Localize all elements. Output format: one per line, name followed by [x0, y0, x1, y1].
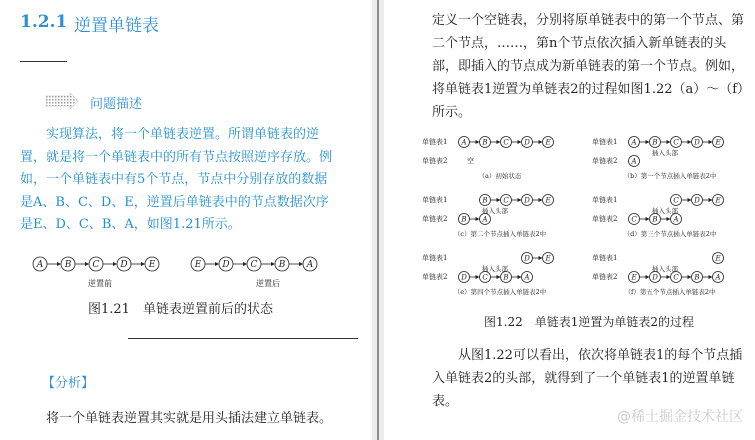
arrow-head — [57, 262, 61, 266]
node-label: A — [461, 138, 467, 147]
node-label: B — [64, 260, 72, 271]
analysis-heading: 【分析】 — [42, 376, 95, 391]
node-label: E — [631, 273, 637, 282]
arrow-head — [539, 256, 543, 260]
node-label: C — [631, 215, 637, 224]
node-label: D — [120, 260, 128, 271]
insert-label: 插入头部 — [482, 207, 508, 215]
node-label: D — [222, 260, 230, 271]
node-label: A — [715, 273, 721, 282]
insert-label: 插入头部 — [482, 265, 508, 273]
intro-paragraph — [432, 9, 751, 124]
insert-label: 插入头部 — [652, 265, 678, 273]
node-label: B — [482, 138, 488, 147]
node-label: A — [482, 215, 488, 224]
right-page — [384, 0, 755, 440]
panel-caption: （b）第一个节点插入单链表2中 — [623, 172, 717, 180]
node-label: E — [148, 260, 156, 271]
list2-label: 单链表2 — [422, 273, 448, 281]
node-label: D — [694, 196, 700, 205]
arrow-head — [476, 275, 480, 279]
list2-label: 单链表2 — [592, 273, 618, 281]
paragraph-line: 如，一个单链表中有5个节点，节点中分别存放的数据 — [20, 172, 328, 187]
node-label: E — [545, 138, 551, 147]
arrow-head — [518, 198, 522, 202]
paragraph-line: 将单链表1逆置为单链表2的过程如图1.22（a）～（f） — [432, 82, 751, 97]
node-label: D — [652, 273, 658, 282]
list1-label: 单链表1 — [592, 138, 618, 146]
node-label: C — [250, 260, 258, 271]
figure-1-22 — [422, 132, 752, 302]
panel-caption: （d）第三个节点插入单链表2中 — [623, 230, 717, 238]
paragraph-line: 部，即插入的节点成为新单链表的第一个节点。例如， — [432, 59, 745, 74]
node-label: C — [673, 138, 679, 147]
node-label: B — [694, 273, 700, 282]
arrow-head — [518, 140, 522, 144]
paragraph-line: 是A、B、C、D、E，逆置后单链表中的节点数据次序 — [20, 194, 329, 210]
node-label: C — [92, 260, 100, 271]
before-label: 逆置前 — [88, 279, 112, 288]
arrow-head — [85, 262, 89, 266]
arrow-head — [667, 217, 671, 221]
title-underline — [20, 61, 67, 62]
paragraph-line: 置，就是将一个单链表中的所有节点按照逆序存放。例 — [20, 149, 333, 165]
arrow-head — [646, 275, 650, 279]
node-label: E — [715, 254, 721, 263]
node-label: E — [545, 196, 551, 205]
figure-1-21 — [28, 250, 328, 292]
panel-caption: （e）第四个节点插入单链表2中 — [453, 288, 547, 296]
arrow-head — [539, 140, 543, 144]
arrow-head — [215, 262, 219, 266]
arrow-head — [709, 140, 713, 144]
arrow-head — [688, 198, 692, 202]
arrow-head — [688, 140, 692, 144]
list1-label: 单链表1 — [592, 196, 618, 204]
arrow-head — [497, 198, 501, 202]
node-label: C — [503, 138, 509, 147]
node-label: E — [194, 260, 202, 271]
panel-caption: （a）初始状态 — [478, 172, 522, 180]
arrow-head — [141, 262, 145, 266]
node-label: A — [631, 157, 637, 166]
node-label: D — [524, 254, 530, 263]
after-label: 逆置后 — [256, 279, 280, 288]
paragraph-line: 入单链表2的头部，就得到了一个单链表1的逆置单链 — [432, 371, 735, 386]
paragraph-line: 实现算法，将一个单链表逆置。所谓单链表的逆 — [46, 127, 320, 142]
node-label: B — [461, 215, 467, 224]
node-label: D — [694, 138, 700, 147]
list1-label: 单链表1 — [592, 254, 618, 262]
list2-label: 单链表2 — [592, 215, 618, 223]
node-label: B — [652, 215, 658, 224]
watermark: @稀土掘金技术社区 — [617, 409, 743, 425]
arrow-head — [709, 198, 713, 202]
node-label: A — [673, 215, 679, 224]
list2-label: 单链表2 — [592, 157, 618, 165]
list2-label: 单链表2 — [422, 157, 448, 165]
arrow-head — [113, 262, 117, 266]
paragraph-line: 是E、D、C、B、A，如图1.21所示。 — [20, 217, 241, 232]
paragraph-line: 定义一个空链表，分别将原单链表中的第一个节点、第 — [432, 13, 745, 28]
arrow-head — [476, 140, 480, 144]
section-number: 1.2.1 — [20, 12, 68, 32]
arrow-head — [667, 140, 671, 144]
section-title: 逆置单链表 — [74, 16, 159, 36]
node-label: D — [461, 273, 467, 282]
paragraph-line: 表。 — [432, 394, 459, 409]
node-label: A — [36, 260, 44, 271]
paragraph-line: 所示。 — [432, 105, 472, 120]
list1-label: 单链表1 — [422, 196, 448, 204]
arrow-head — [243, 262, 247, 266]
node-label: D — [524, 138, 530, 147]
paragraph-line: 二个节点，……，第n个节点依次插入新单链表的头 — [432, 36, 727, 51]
node-label: A — [306, 260, 314, 271]
footnote-rule — [128, 338, 358, 339]
paragraph-line: 从图1.22可以看出，依次将单链表1的每个节点插 — [458, 348, 743, 363]
analysis-text: 将一个单链表逆置其实就是用头插法建立单链表。 — [46, 411, 333, 426]
figure-1-21-caption: 图1.21 单链表逆置前后的状态 — [88, 302, 273, 317]
arrow-head — [667, 275, 671, 279]
insert-label: 插入头部 — [652, 207, 678, 215]
panel-caption: （c）第二个节点插入单链表2中 — [453, 230, 547, 238]
left-page — [0, 0, 372, 440]
node-label: A — [524, 273, 530, 282]
node-label: B — [503, 273, 509, 282]
arrow-head — [476, 217, 480, 221]
insert-label: 插入头部 — [652, 149, 678, 157]
node-label: E — [545, 254, 551, 263]
arrow-head — [688, 275, 692, 279]
node-label: B — [278, 260, 286, 271]
arrow-head — [709, 275, 713, 279]
figure-1-22-caption: 图1.22 单链表1逆置为单链表2的过程 — [484, 315, 694, 329]
node-label: C — [673, 273, 679, 282]
node-label: C — [482, 273, 488, 282]
list1-label: 单链表1 — [422, 254, 448, 262]
node-label: B — [482, 196, 488, 205]
arrow-head — [539, 198, 543, 202]
problem-arrow-icon — [46, 93, 78, 109]
node-label: C — [673, 196, 679, 205]
list2-label: 单链表2 — [422, 215, 448, 223]
arrow-head — [497, 140, 501, 144]
arrow-head — [646, 140, 650, 144]
arrow-head — [497, 275, 501, 279]
node-label: C — [503, 196, 509, 205]
arrow-head — [271, 262, 275, 266]
node-label: D — [524, 196, 530, 205]
node-label: E — [715, 196, 721, 205]
node-label: B — [652, 138, 658, 147]
list1-label: 单链表1 — [422, 138, 448, 146]
node-label: A — [631, 138, 637, 147]
node-label: E — [715, 138, 721, 147]
empty-label: 空 — [467, 157, 474, 165]
panel-caption: （f）第五个节点插入单链表2中 — [624, 288, 716, 296]
conclusion-paragraph — [432, 344, 748, 413]
arrow-head — [646, 217, 650, 221]
problem-paragraph — [20, 124, 350, 237]
problem-description-heading: 问题描述 — [90, 97, 143, 112]
arrow-head — [299, 262, 303, 266]
arrow-head — [518, 275, 522, 279]
page-gutter — [372, 0, 384, 440]
